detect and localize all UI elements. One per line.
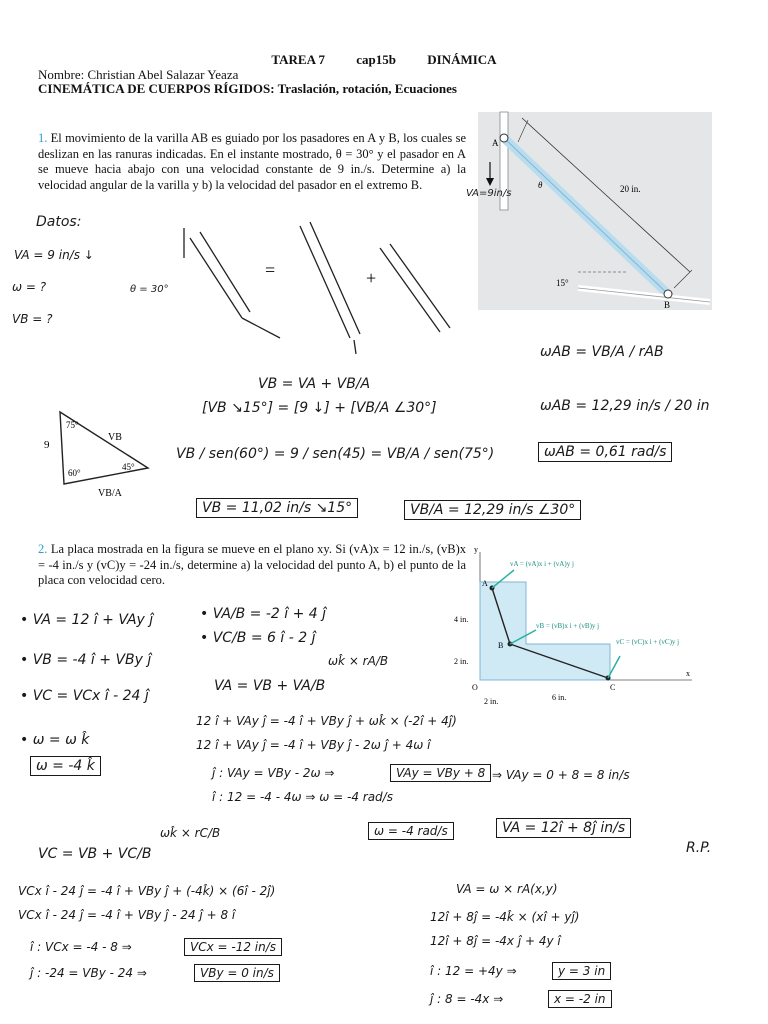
p2-z1: VA = ω × rA(x,y) xyxy=(456,882,558,896)
p1-res-vb: VB = 11,02 in/s ↘15° xyxy=(196,498,358,518)
fig2-dim2b: 2 in. xyxy=(484,697,499,706)
p2-z4-box: y = 3 in xyxy=(552,962,611,980)
p2-r2: • VC/B = 6 î - 2 ĵ xyxy=(200,630,316,646)
fig2-va: vA = (vA)x i + (vA)y j xyxy=(510,560,574,568)
p2-l4: • ω = ω k̂ xyxy=(20,732,90,748)
header-title xyxy=(0,52,768,68)
problem1-number: 1. xyxy=(38,131,48,145)
topic-title: CINEMÁTICA DE CUERPOS RÍGIDOS: Traslación, rotación, Ecuaciones xyxy=(38,81,457,96)
p2-l2: • VB = -4 î + VBy ĵ xyxy=(20,652,152,668)
problem1-text: El movimiento de la varilla AB es guiado por los pasadores en A y B, los cuales se deslizan en las ranuras indicadas. En el instante mostrado, θ = 30° y el pasador en A se mueve hacia abajo con una velocidad constante de 9 in./s. Determine a) la velocidad angular de la varilla y b) la velocidad del pasador en el extremo B. xyxy=(38,131,466,192)
problem1-figure xyxy=(478,112,712,310)
tri-75: 75° xyxy=(66,420,79,430)
p2-va-box: VA = 12î + 8ĵ in/s xyxy=(496,818,631,838)
fig2-y: y xyxy=(474,545,478,554)
p2-z4: î : 12 = +4y ⇒ xyxy=(430,964,517,978)
chapter-label: cap15b xyxy=(356,52,396,67)
task-label: TAREA 7 xyxy=(271,52,325,67)
p1-va: VA = 9 in/s ↓ xyxy=(14,248,94,262)
p1-law-sines: VB / sen(60°) = 9 / sen(45) = VB/A / sen(75°) xyxy=(176,446,495,462)
fig2-b: B xyxy=(498,641,504,650)
p2-cross: ωk̂ × rA/B xyxy=(328,654,389,668)
p1-triangle xyxy=(40,404,170,500)
p2-rp: R.P. xyxy=(686,840,712,856)
tri-60: 60° xyxy=(68,468,81,478)
p2-z3: 12î + 8ĵ = -4x ĵ + 4y î xyxy=(430,934,561,948)
p2-l3: • VC = VCx î - 24 ĵ xyxy=(20,688,149,704)
p2-c5: ĵ : -24 = VBy - 24 ⇒ xyxy=(30,966,147,980)
tri-vb: VB xyxy=(108,432,122,443)
fig2-a: A xyxy=(482,579,488,588)
p2-eq-a: VA = VB + VA/B xyxy=(214,678,326,694)
fig1-va-note: VA=9in/s xyxy=(466,188,512,199)
p2-e1: 12 î + VAy ĵ = -4 î + VBy ĵ + ωk̂ × (-2î + 4ĵ) xyxy=(196,714,457,728)
p2-e4i: î : 12 = -4 - 4ω ⇒ ω = -4 rad/s xyxy=(212,790,393,804)
p1-w: ω = ? xyxy=(12,280,47,294)
p2-w-box: ω = -4 rad/s xyxy=(368,822,454,840)
p1-res-vba: VB/A = 12,29 in/s ∠30° xyxy=(404,500,581,520)
p2-e3j-box: VAy = VBy + 8 xyxy=(390,764,491,782)
fig2-vc: vC = (vC)x i + (vC)y j xyxy=(616,638,680,646)
fig2-dim2: 2 in. xyxy=(454,657,469,666)
fig2-x: x xyxy=(686,669,690,678)
p2-c4: î : VCx = -4 - 8 ⇒ xyxy=(30,940,132,954)
p1-datos: Datos: xyxy=(36,214,82,230)
p1-eq2: [VB ↘15°] = [9 ↓] + [VB/A ∠30°] xyxy=(202,400,437,416)
p2-z5-box: x = -2 in xyxy=(548,990,612,1008)
p2-c4-box: VCx = -12 in/s xyxy=(184,938,282,956)
fig2-c: C xyxy=(610,683,616,692)
p1-wab-res: ωAB = 0,61 rad/s xyxy=(538,442,672,462)
problem2-text: La placa mostrada en la figura se mueve en el plano xy. Si (vA)x = 12 in./s, (vB)x = -4 in./s y (vC)y = -24 in./s, determine a) la velocidad del punto A, b) el punto de la placa con velocidad cero. xyxy=(38,542,466,587)
p1-wab-def: ωAB = VB/A / rAB xyxy=(540,344,664,360)
fig2-o: O xyxy=(472,683,478,692)
p2-e3j: ĵ : VAy = VBy - 2ω ⇒ xyxy=(212,766,335,780)
fig2-dim6: 6 in. xyxy=(552,693,567,702)
p2-c2: VCx î - 24 ĵ = -4 î + VBy ĵ + (-4k̂) × (6î - 2ĵ) xyxy=(18,884,276,898)
p2-c-cross: ωk̂ × rC/B xyxy=(160,826,221,840)
p1-eq1: VB = VA + VB/A xyxy=(258,376,371,392)
fig1-length: 20 in. xyxy=(620,184,641,194)
p2-z2: 12î + 8ĵ = -4k̂ × (xî + yĵ) xyxy=(430,910,580,924)
p2-c3: VCx î - 24 ĵ = -4 î + VBy ĵ - 24 ĵ + 8 î xyxy=(18,908,236,922)
p1-vb: VB = ? xyxy=(12,312,53,326)
problem2-figure xyxy=(454,545,700,708)
p2-e3j-res: ⇒ VAy = 0 + 8 = 8 in/s xyxy=(492,768,630,782)
problem1-statement xyxy=(38,131,466,193)
p1-plus: + xyxy=(366,268,377,288)
problem2-number: 2. xyxy=(38,542,48,556)
p2-r1: • VA/B = -2 î + 4 ĵ xyxy=(200,606,327,622)
tri-vba: VB/A xyxy=(98,488,122,499)
p1-vector-sketches xyxy=(150,218,490,358)
student-name: Nombre: Christian Abel Salazar Yeaza xyxy=(38,67,239,82)
p1-wab-calc: ωAB = 12,29 in/s / 20 in xyxy=(540,398,710,414)
tri-9: 9 xyxy=(44,439,50,451)
p2-e2: 12 î + VAy ĵ = -4 î + VBy ĵ - 2ω ĵ + 4ω î xyxy=(196,738,431,752)
fig1-theta: θ xyxy=(538,180,543,190)
subject-label: DINÁMICA xyxy=(427,52,497,67)
p2-z5: ĵ : 8 = -4x ⇒ xyxy=(430,992,504,1006)
problem2-statement xyxy=(38,542,466,589)
p2-l4b: ω = -4 k̂ xyxy=(30,756,101,776)
fig2-dim4: 4 in. xyxy=(454,615,469,624)
fig1-label-b: B xyxy=(664,300,671,310)
p1-equals: = xyxy=(265,260,276,280)
p2-c5-box: VBy = 0 in/s xyxy=(194,964,280,982)
fig1-label-a: A xyxy=(492,138,499,148)
fig2-vb: vB = (vB)x i + (vB)y j xyxy=(536,622,600,630)
tri-45: 45° xyxy=(122,462,135,472)
p2-l1: • VA = 12 î + VAy ĵ xyxy=(20,612,154,628)
p2-c1: VC = VB + VC/B xyxy=(38,846,152,862)
p1-theta: θ = 30° xyxy=(130,284,169,295)
fig1-angle15: 15° xyxy=(556,278,569,288)
